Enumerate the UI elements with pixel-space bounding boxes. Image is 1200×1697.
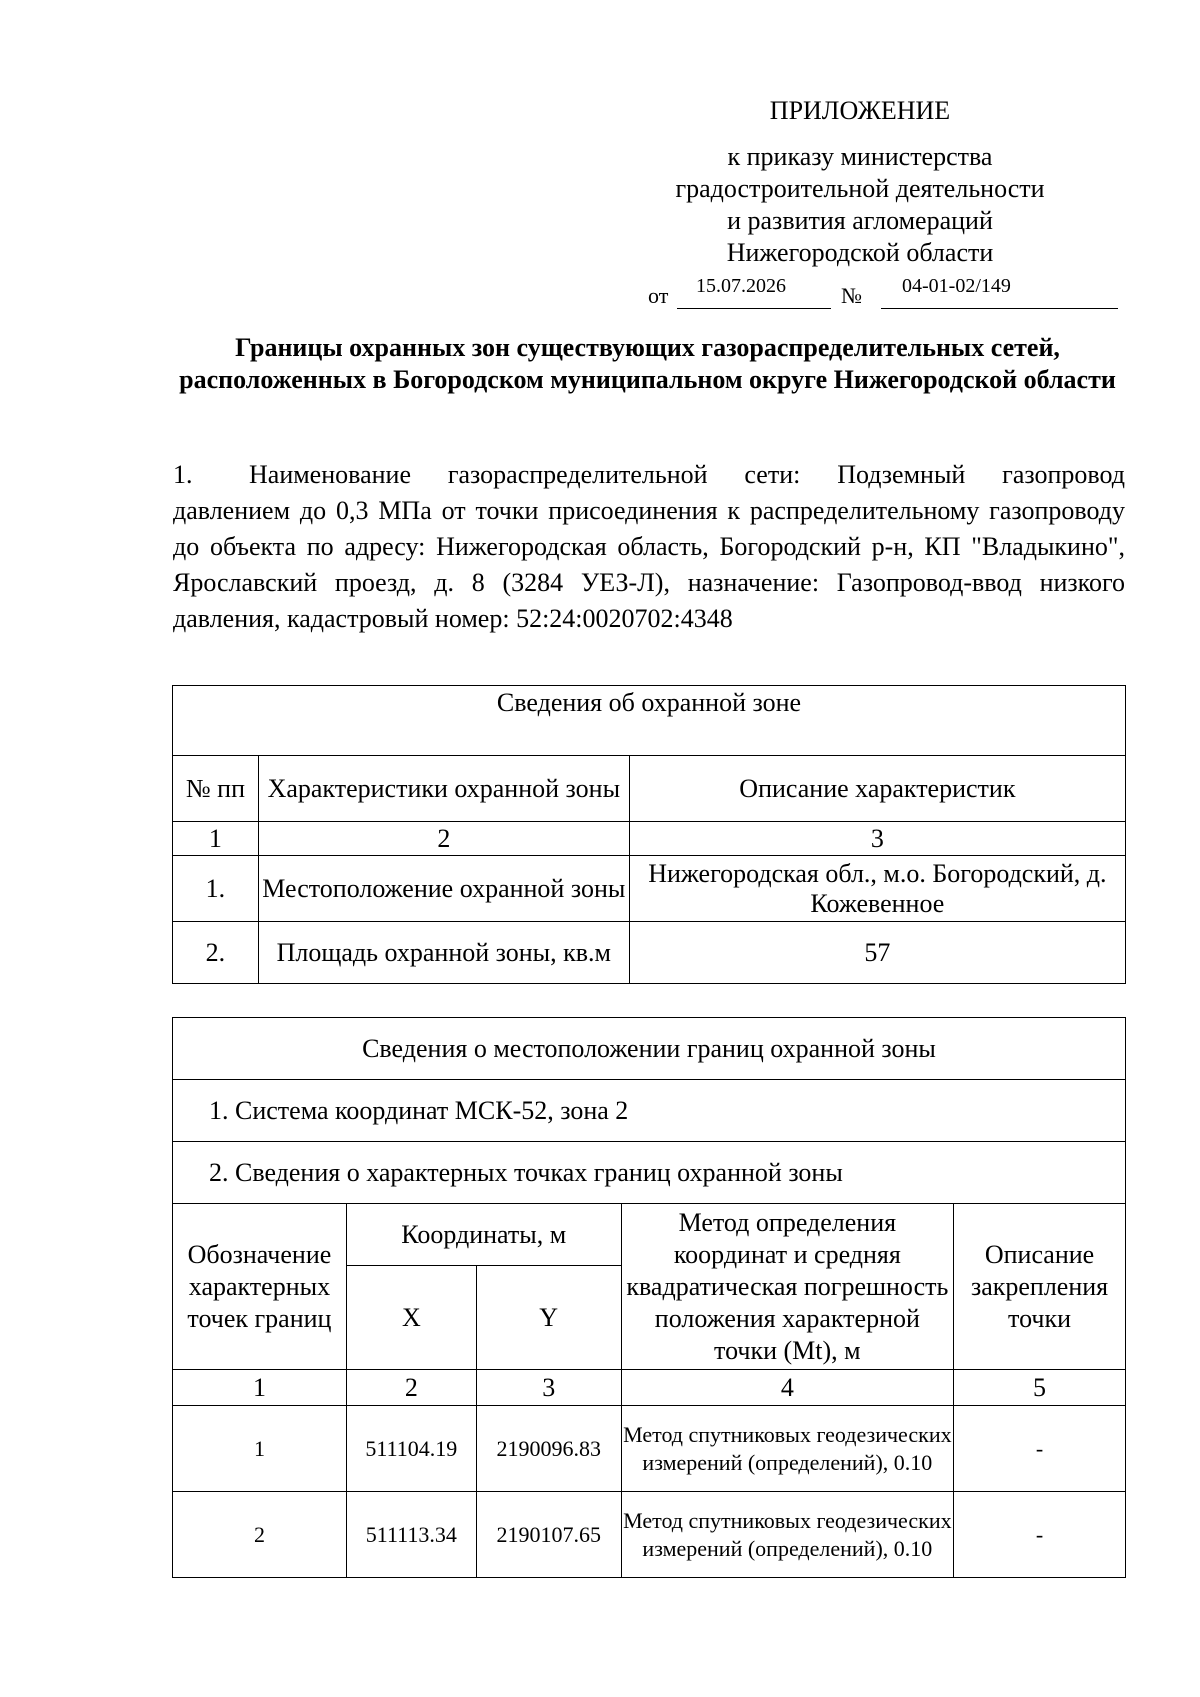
- point-x: 511113.34: [346, 1492, 476, 1578]
- index-cell: 2: [346, 1370, 476, 1406]
- zone-table-title: Сведения об охранной зоне: [173, 686, 1126, 756]
- description-header: Описание закрепления точки: [954, 1204, 1126, 1370]
- number-label: №: [841, 283, 862, 308]
- table-cell: Нижегородская обл., м.о. Богородский, д. Кожевенное: [629, 856, 1125, 922]
- date-underline: [677, 308, 831, 309]
- from-label: от: [648, 283, 669, 308]
- point-description: -: [954, 1492, 1126, 1578]
- points-title: 2. Сведения о характерных точках границ охранной зоны: [173, 1142, 1126, 1204]
- boundary-table-title: Сведения о местоположении границ охранной зоны: [173, 1018, 1126, 1080]
- number-underline: [881, 308, 1118, 309]
- header-line: к приказу министерства: [727, 142, 993, 171]
- index-cell: 1: [173, 1370, 347, 1406]
- network-description: [173, 457, 1125, 637]
- index-cell: 3: [629, 822, 1125, 856]
- table-cell: Местоположение охранной зоны: [258, 856, 629, 922]
- appendix-header: [640, 95, 1080, 269]
- index-cell: 2: [258, 822, 629, 856]
- boundary-table: [172, 1017, 1126, 1578]
- table-cell: 57: [629, 922, 1125, 984]
- header-line: градостроительной деятельности: [675, 174, 1045, 203]
- x-header: X: [346, 1266, 476, 1370]
- appendix-title: ПРИЛОЖЕНИЕ: [769, 96, 951, 125]
- point-y: 2190096.83: [476, 1406, 621, 1492]
- header-line: и развития агломераций: [727, 206, 993, 235]
- index-cell: 4: [621, 1370, 953, 1406]
- table-row: [173, 922, 1126, 984]
- table-row: [173, 1492, 1126, 1578]
- header-cell: Описание характеристик: [629, 756, 1125, 822]
- table-row: [173, 1406, 1126, 1492]
- point-y: 2190107.65: [476, 1492, 621, 1578]
- index-cell: 1: [173, 822, 259, 856]
- paragraph-number: 1.: [173, 460, 193, 489]
- y-header: Y: [476, 1266, 621, 1370]
- designation-header: Обозначение характерных точек границ: [173, 1204, 347, 1370]
- method-header: Метод определения координат и средняя квадратическая погрешность положения характерной точки (Mt), м: [621, 1204, 953, 1370]
- order-number-line: [640, 275, 1120, 315]
- table-cell: 2.: [173, 922, 259, 984]
- table-cell: 1.: [173, 856, 259, 922]
- point-id: 2: [173, 1492, 347, 1578]
- document-title: Границы охранных зон существующих газораспределительных сетей, расположенных в Богородском муниципальном округе Нижегородской области: [179, 333, 1116, 394]
- point-method: Метод спутниковых геодезических измерений (определений), 0.10: [621, 1406, 953, 1492]
- order-number: 04-01-02/149: [902, 275, 1011, 297]
- coordinate-system: 1. Система координат МСК-52, зона 2: [173, 1080, 1126, 1142]
- order-date: 15.07.2026: [696, 275, 786, 297]
- point-description: -: [954, 1406, 1126, 1492]
- coords-header: Координаты, м: [346, 1204, 621, 1266]
- index-cell: 5: [954, 1370, 1126, 1406]
- header-line: Нижегородской области: [726, 238, 994, 267]
- point-id: 1: [173, 1406, 347, 1492]
- table-cell: Площадь охранной зоны, кв.м: [258, 922, 629, 984]
- paragraph-text: Наименование газораспределительной сети: Подземный газопровод давлением до 0,3 МПа от точки присоединения к распределительному газопроводу до объекта по адресу: Нижегородская область, Богородский р-н, КП "Владыкино", Ярославский проезд, д. 8 (3284 УЕЗ-Л), назначение: Газопровод-ввод низкого давления, кадастровый номер: 52:24:0020702:4348: [173, 460, 1125, 633]
- zone-info-table: [172, 685, 1126, 984]
- index-cell: 3: [476, 1370, 621, 1406]
- header-cell: Характеристики охранной зоны: [258, 756, 629, 822]
- point-method: Метод спутниковых геодезических измерений (определений), 0.10: [621, 1492, 953, 1578]
- point-x: 511104.19: [346, 1406, 476, 1492]
- header-cell: № пп: [173, 756, 259, 822]
- table-row: [173, 856, 1126, 922]
